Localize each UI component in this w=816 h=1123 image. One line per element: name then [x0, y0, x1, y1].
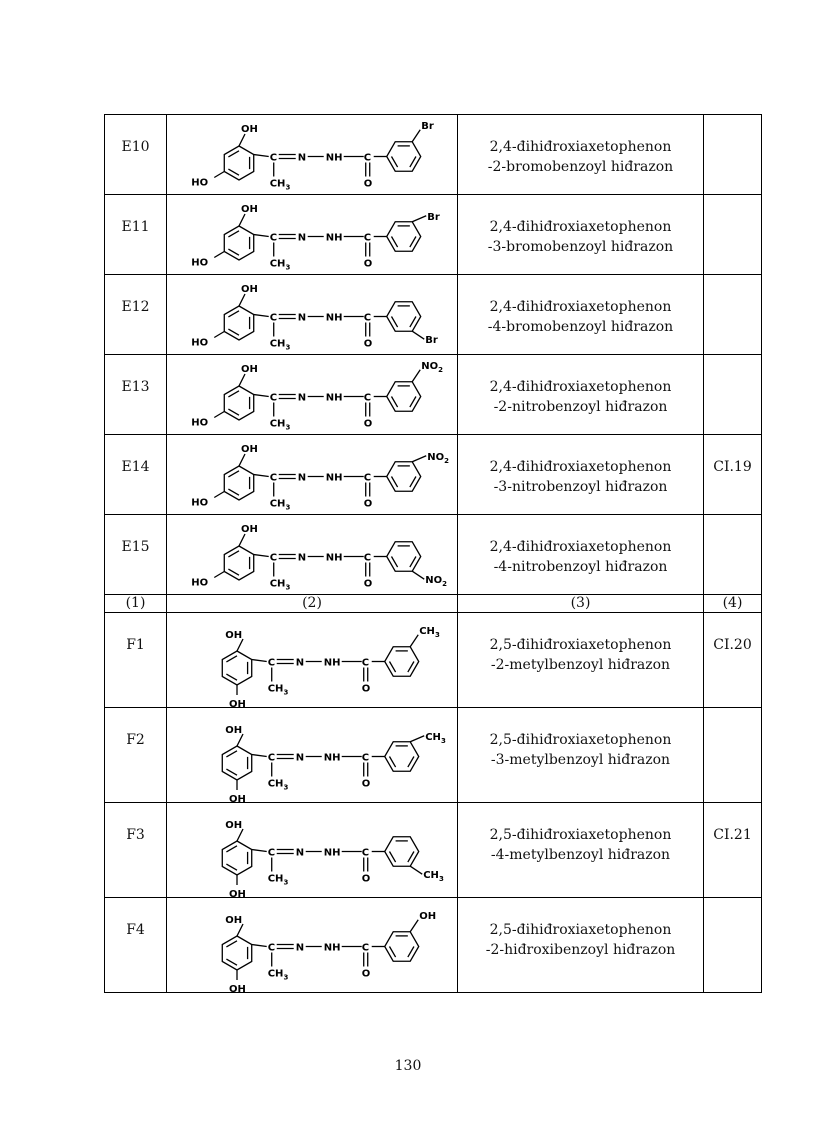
compound-code-cell — [105, 275, 167, 355]
oh-label: OH — [225, 915, 243, 926]
compound-name-line2: -2-bromobenzoyl hiđrazon — [487, 159, 674, 175]
structure-formula — [167, 803, 457, 897]
carbonyl-carbon-label: C — [363, 392, 372, 404]
methyl-label: $CH_3$ — [267, 873, 289, 887]
compound-name-line2: -2-metylbenzoyl hiđrazon — [490, 657, 671, 673]
compound-name-line2: -4-metylbenzoyl hiđrazon — [490, 847, 671, 863]
structure-cell — [167, 515, 458, 595]
reference-code: CI.20 — [713, 637, 752, 653]
carbonyl-carbon-label: C — [361, 752, 370, 764]
compound-code: F1 — [126, 637, 145, 653]
oh-label: OH — [225, 630, 243, 641]
oh-label: OH — [241, 204, 258, 215]
compound-code: F4 — [126, 922, 145, 938]
structure-formula — [167, 708, 457, 802]
carbon-label: C — [269, 472, 278, 484]
oxygen-label: O — [363, 498, 373, 510]
structure-cell — [167, 708, 458, 803]
compound-name-line1: 2,5-đihiđroxiaxetophenon — [489, 732, 672, 748]
structure-cell — [167, 898, 458, 993]
compound-name-line2: -4-bromobenzoyl hiđrazon — [487, 319, 674, 335]
ho-label: HO — [191, 497, 209, 509]
nh-label: NH — [323, 847, 341, 859]
compound-name-cell — [458, 708, 704, 803]
column-number-c4: (4) — [704, 595, 762, 613]
nh-label: NH — [325, 312, 343, 324]
methyl-label: $CH_3$ — [269, 418, 291, 432]
reference-cell — [704, 275, 762, 355]
compound-code-cell — [105, 435, 167, 515]
nh-label: NH — [325, 152, 343, 164]
nh-label: NH — [323, 942, 341, 954]
structure-cell — [167, 435, 458, 515]
reference-code — [704, 195, 761, 219]
ho-label: HO — [191, 337, 209, 349]
oh-label: OH — [229, 794, 246, 802]
column-number-c2: (2) — [167, 595, 458, 613]
carbonyl-carbon-label: C — [363, 312, 372, 324]
column-number-c3: (3) — [458, 595, 704, 613]
compound-name-cell — [458, 803, 704, 898]
oh-label: OH — [241, 284, 258, 295]
reference-cell — [704, 613, 762, 708]
nh-label: NH — [325, 552, 343, 564]
compound-code-cell — [105, 195, 167, 275]
structure-formula — [167, 115, 457, 194]
methyl-label: $CH_3$ — [267, 683, 289, 697]
oxygen-label: O — [361, 968, 371, 980]
oh-label: OH — [241, 364, 258, 375]
compound-name-cell — [458, 435, 704, 515]
structure-formula — [167, 195, 457, 274]
reference-code — [704, 355, 761, 379]
compound-name-line1: 2,4-đihiđroxiaxetophenon — [489, 219, 672, 235]
nitrogen-label: N — [295, 752, 305, 764]
carbonyl-carbon-label: C — [361, 657, 370, 669]
table-row — [105, 803, 762, 898]
carbonyl-carbon-label: C — [363, 232, 372, 244]
methyl-label: $CH_3$ — [267, 968, 289, 982]
reference-cell — [704, 898, 762, 993]
reference-cell — [704, 515, 762, 595]
structure-formula — [167, 613, 457, 707]
table-row — [105, 275, 762, 355]
compound-name-line1: 2,5-đihiđroxiaxetophenon — [489, 922, 672, 938]
carbon-label: C — [267, 752, 276, 764]
oh-label: OH — [225, 725, 243, 736]
carbon-label: C — [269, 552, 278, 564]
substituent-label: $CH_3$ — [423, 870, 444, 884]
oh-label: OH — [229, 984, 246, 992]
nitrogen-label: N — [297, 232, 307, 244]
compound-code-cell — [105, 803, 167, 898]
compound-name-cell — [458, 355, 704, 435]
reference-code — [704, 115, 761, 139]
nitrogen-label: N — [297, 392, 307, 404]
carbonyl-carbon-label: C — [361, 942, 370, 954]
carbon-label: C — [269, 232, 278, 244]
oxygen-label: O — [363, 258, 373, 270]
compound-name-cell — [458, 898, 704, 993]
oh-label: OH — [241, 524, 258, 535]
reference-cell — [704, 435, 762, 515]
structure-formula — [167, 515, 457, 594]
nitrogen-label: N — [297, 312, 307, 324]
page-number: 130 — [394, 1058, 422, 1074]
substituent-label: OH — [419, 910, 437, 922]
carbon-label: C — [267, 847, 276, 859]
oxygen-label: O — [363, 178, 373, 190]
compound-name-cell — [458, 613, 704, 708]
nitrogen-label: N — [295, 847, 305, 859]
oxygen-label: O — [361, 683, 371, 695]
compound-code: E15 — [121, 539, 150, 555]
compound-name-line1: 2,5-đihiđroxiaxetophenon — [489, 827, 672, 843]
compound-name-line2: -2-nitrobenzoyl hiđrazon — [493, 399, 668, 415]
oxygen-label: O — [363, 338, 373, 350]
oxygen-label: O — [363, 418, 373, 430]
substituent-label: $NO_2$ — [427, 451, 449, 465]
compound-name-line2: -3-metylbenzoyl hiđrazon — [490, 752, 671, 768]
structure-cell — [167, 275, 458, 355]
structure-cell — [167, 613, 458, 708]
table-row — [105, 435, 762, 515]
nitrogen-label: N — [297, 152, 307, 164]
structure-cell — [167, 803, 458, 898]
table-row — [105, 195, 762, 275]
compound-code: E10 — [121, 139, 150, 155]
reference-cell — [704, 115, 762, 195]
nh-label: NH — [325, 472, 343, 484]
reference-code: CI.21 — [713, 827, 752, 843]
column-number-row — [105, 595, 762, 613]
compound-code-cell — [105, 708, 167, 803]
compound-code: F3 — [126, 827, 145, 843]
table-row — [105, 708, 762, 803]
structure-formula — [167, 275, 457, 354]
compound-code: E14 — [121, 459, 150, 475]
methyl-label: $CH_3$ — [267, 778, 289, 792]
compound-name-line2: -3-nitrobenzoyl hiđrazon — [493, 479, 668, 495]
oxygen-label: O — [361, 873, 371, 885]
ho-label: HO — [191, 177, 209, 189]
reference-code — [704, 275, 761, 299]
compound-table — [104, 114, 762, 993]
reference-code: CI.19 — [713, 459, 752, 475]
structure-formula — [167, 435, 457, 514]
ho-label: HO — [191, 577, 209, 589]
compound-code: E11 — [121, 219, 150, 235]
table-row — [105, 515, 762, 595]
nh-label: NH — [325, 232, 343, 244]
oh-label: OH — [241, 124, 258, 135]
carbon-label: C — [269, 152, 278, 164]
reference-code — [704, 898, 761, 922]
substituent-label: $CH_3$ — [419, 625, 440, 639]
reference-cell — [704, 355, 762, 435]
reference-code — [704, 515, 761, 539]
compound-name-line1: 2,5-đihiđroxiaxetophenon — [489, 637, 672, 653]
compound-name-cell — [458, 115, 704, 195]
column-number-c1: (1) — [105, 595, 167, 613]
ho-label: HO — [191, 417, 209, 429]
table-row — [105, 115, 762, 195]
compound-code-cell — [105, 515, 167, 595]
compound-code-cell — [105, 115, 167, 195]
compound-code: E12 — [121, 299, 150, 315]
compound-code: E13 — [121, 379, 150, 395]
methyl-label: $CH_3$ — [269, 498, 291, 512]
substituent-label: Br — [427, 211, 440, 223]
methyl-label: $CH_3$ — [269, 178, 291, 192]
carbon-label: C — [267, 942, 276, 954]
compound-name-line2: -2-hiđroxibenzoyl hiđrazon — [485, 942, 676, 958]
oh-label: OH — [229, 699, 246, 707]
compound-name-cell — [458, 275, 704, 355]
oxygen-label: O — [363, 578, 373, 590]
table-row — [105, 898, 762, 993]
compound-code-cell — [105, 355, 167, 435]
nh-label: NH — [325, 392, 343, 404]
structure-cell — [167, 195, 458, 275]
compound-name-cell — [458, 195, 704, 275]
reference-code — [704, 708, 761, 732]
compound-name-line2: -4-nitrobenzoyl hiđrazon — [493, 559, 668, 575]
carbon-label: C — [269, 312, 278, 324]
compound-name-line1: 2,4-đihiđroxiaxetophenon — [489, 299, 672, 315]
methyl-label: $CH_3$ — [269, 338, 291, 352]
compound-name-line1: 2,4-đihiđroxiaxetophenon — [489, 139, 672, 155]
compound-name-line1: 2,4-đihiđroxiaxetophenon — [489, 539, 672, 555]
nitrogen-label: N — [295, 942, 305, 954]
substituent-label: $NO_2$ — [421, 360, 443, 374]
methyl-label: $CH_3$ — [269, 578, 291, 592]
methyl-label: $CH_3$ — [269, 258, 291, 272]
ho-label: HO — [191, 257, 209, 269]
table-row — [105, 613, 762, 708]
compound-name-line2: -3-bromobenzoyl hiđrazon — [487, 239, 674, 255]
compound-code-cell — [105, 613, 167, 708]
compound-code: F2 — [126, 732, 145, 748]
nitrogen-label: N — [295, 657, 305, 669]
structure-cell — [167, 355, 458, 435]
oh-label: OH — [241, 444, 258, 455]
compound-name-line1: 2,4-đihiđroxiaxetophenon — [489, 459, 672, 475]
compound-code-cell — [105, 898, 167, 993]
substituent-label: Br — [421, 120, 434, 132]
reference-cell — [704, 803, 762, 898]
substituent-label: Br — [425, 335, 438, 347]
carbon-label: C — [269, 392, 278, 404]
nitrogen-label: N — [297, 552, 307, 564]
oh-label: OH — [225, 820, 243, 831]
compound-name-line1: 2,4-đihiđroxiaxetophenon — [489, 379, 672, 395]
nh-label: NH — [323, 752, 341, 764]
structure-formula — [167, 898, 457, 992]
carbon-label: C — [267, 657, 276, 669]
nitrogen-label: N — [297, 472, 307, 484]
carbonyl-carbon-label: C — [363, 552, 372, 564]
nh-label: NH — [323, 657, 341, 669]
substituent-label: $NO_2$ — [425, 575, 447, 589]
structure-cell — [167, 115, 458, 195]
substituent-label: $CH_3$ — [425, 731, 446, 745]
carbonyl-carbon-label: C — [363, 152, 372, 164]
carbonyl-carbon-label: C — [363, 472, 372, 484]
oh-label: OH — [229, 889, 246, 897]
reference-cell — [704, 195, 762, 275]
table-row — [105, 355, 762, 435]
reference-cell — [704, 708, 762, 803]
structure-formula — [167, 355, 457, 434]
carbonyl-carbon-label: C — [361, 847, 370, 859]
compound-name-cell — [458, 515, 704, 595]
oxygen-label: O — [361, 778, 371, 790]
